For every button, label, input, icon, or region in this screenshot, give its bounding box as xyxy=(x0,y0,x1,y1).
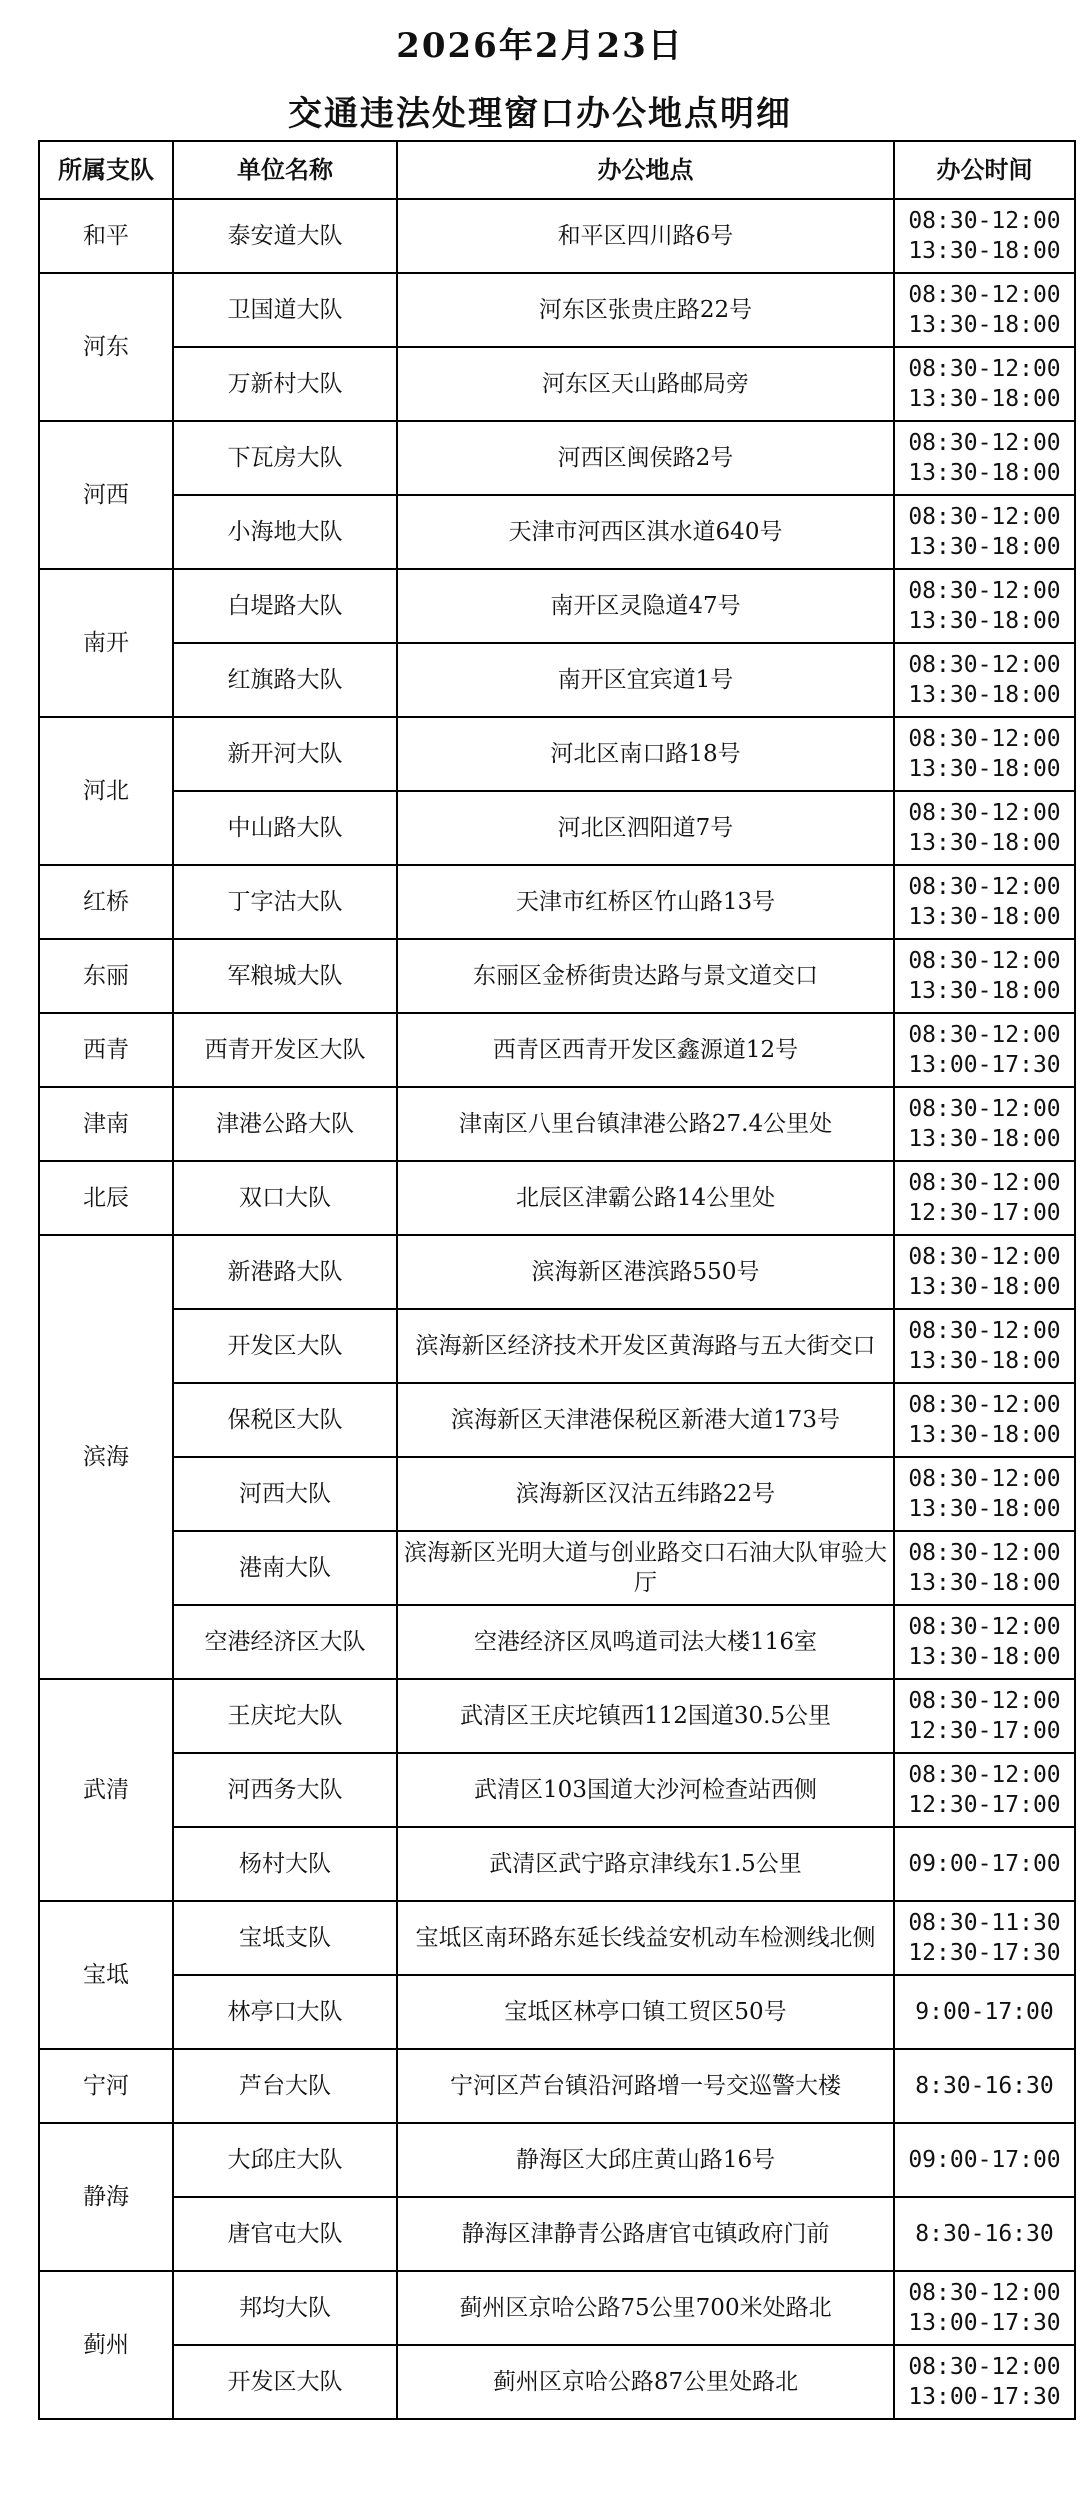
hours-line: 08:30-12:00 xyxy=(908,1466,1061,1492)
table-row xyxy=(39,1531,1075,1605)
table-row xyxy=(39,2345,1075,2419)
office-hours-cell xyxy=(894,643,1075,717)
hours-line: 08:30-12:00 xyxy=(908,430,1061,456)
table-row xyxy=(39,1383,1075,1457)
unit-name-cell: 白堤路大队 xyxy=(173,569,397,643)
unit-name-cell: 空港经济区大队 xyxy=(173,1605,397,1679)
detachment-cell: 东丽 xyxy=(39,939,173,1013)
unit-name-cell: 杨村大队 xyxy=(173,1827,397,1901)
unit-name-cell: 卫国道大队 xyxy=(173,273,397,347)
office-hours-cell xyxy=(894,1087,1075,1161)
unit-name-cell: 开发区大队 xyxy=(173,2345,397,2419)
unit-name-cell: 西青开发区大队 xyxy=(173,1013,397,1087)
hours-line: 12:30-17:00 xyxy=(908,1200,1061,1226)
office-hours-cell xyxy=(894,1235,1075,1309)
hours-line: 08:30-12:00 xyxy=(908,1022,1061,1048)
detachment-cell: 北辰 xyxy=(39,1161,173,1235)
hours-line: 13:30-18:00 xyxy=(908,830,1061,856)
table-row xyxy=(39,2049,1075,2123)
hours-line: 13:00-17:30 xyxy=(908,2310,1061,2336)
detachment-cell: 滨海 xyxy=(39,1235,173,1679)
header-unit-name: 单位名称 xyxy=(173,141,397,199)
hours-line: 08:30-12:00 xyxy=(908,1244,1061,1270)
office-hours-cell xyxy=(894,2123,1075,2197)
hours-line: 08:30-12:00 xyxy=(908,1540,1061,1566)
hours-line: 12:30-17:00 xyxy=(908,1718,1061,1744)
hours-line: 13:30-18:00 xyxy=(908,386,1061,412)
hours-line: 08:30-12:00 xyxy=(908,356,1061,382)
detachment-cell: 西青 xyxy=(39,1013,173,1087)
table-row xyxy=(39,717,1075,791)
office-hours-cell xyxy=(894,1457,1075,1531)
unit-name-cell: 芦台大队 xyxy=(173,2049,397,2123)
document-date: 2026年2月23日 xyxy=(396,26,684,66)
table-row xyxy=(39,421,1075,495)
office-hours-cell xyxy=(894,1161,1075,1235)
address-cell: 宝坻区林亭口镇工贸区50号 xyxy=(397,1975,894,2049)
table-row xyxy=(39,1901,1075,1975)
office-hours-cell xyxy=(894,939,1075,1013)
address-cell: 静海区津静青公路唐官屯镇政府门前 xyxy=(397,2197,894,2271)
office-hours-cell xyxy=(894,791,1075,865)
table-row xyxy=(39,1679,1075,1753)
header-address: 办公地点 xyxy=(397,141,894,199)
unit-name-cell: 王庆坨大队 xyxy=(173,1679,397,1753)
hours-line: 09:00-17:00 xyxy=(908,1851,1061,1877)
hours-line: 13:30-18:00 xyxy=(908,1644,1061,1670)
office-hours-cell xyxy=(894,2271,1075,2345)
hours-line: 13:30-18:00 xyxy=(908,1422,1061,1448)
hours-line: 08:30-12:00 xyxy=(908,1318,1061,1344)
hours-line: 13:30-18:00 xyxy=(908,1496,1061,1522)
hours-line: 08:30-12:00 xyxy=(908,578,1061,604)
address-cell: 滨海新区经济技术开发区黄海路与五大街交口 xyxy=(397,1309,894,1383)
office-hours-cell xyxy=(894,1901,1075,1975)
unit-name-cell: 邦均大队 xyxy=(173,2271,397,2345)
table-row xyxy=(39,791,1075,865)
address-cell: 宝坻区南环路东延长线益安机动车检测线北侧 xyxy=(397,1901,894,1975)
hours-line: 13:30-18:00 xyxy=(908,608,1061,634)
table-row xyxy=(39,1013,1075,1087)
address-cell: 西青区西青开发区鑫源道12号 xyxy=(397,1013,894,1087)
office-hours-cell xyxy=(894,421,1075,495)
unit-name-cell: 小海地大队 xyxy=(173,495,397,569)
hours-line: 08:30-12:00 xyxy=(908,874,1061,900)
table-body xyxy=(39,199,1075,2419)
unit-name-cell: 双口大队 xyxy=(173,1161,397,1235)
address-cell: 蓟州区京哈公路75公里700米处路北 xyxy=(397,2271,894,2345)
hours-line: 13:30-18:00 xyxy=(908,682,1061,708)
detachment-cell: 宝坻 xyxy=(39,1901,173,2049)
unit-name-cell: 宝坻支队 xyxy=(173,1901,397,1975)
detachment-cell: 红桥 xyxy=(39,865,173,939)
table-row xyxy=(39,1457,1075,1531)
table-row xyxy=(39,347,1075,421)
hours-line: 13:30-18:00 xyxy=(908,238,1061,264)
hours-line: 13:30-18:00 xyxy=(908,904,1061,930)
hours-line: 12:30-17:30 xyxy=(908,1940,1061,1966)
hours-line: 13:30-18:00 xyxy=(908,756,1061,782)
unit-name-cell: 林亭口大队 xyxy=(173,1975,397,2049)
table-row xyxy=(39,273,1075,347)
unit-name-cell: 津港公路大队 xyxy=(173,1087,397,1161)
detachment-cell: 宁河 xyxy=(39,2049,173,2123)
address-cell: 南开区灵隐道47号 xyxy=(397,569,894,643)
address-cell: 空港经济区凤鸣道司法大楼116室 xyxy=(397,1605,894,1679)
hours-line: 08:30-12:00 xyxy=(908,1614,1061,1640)
detachment-cell: 河北 xyxy=(39,717,173,865)
hours-line: 13:30-18:00 xyxy=(908,534,1061,560)
office-hours-cell xyxy=(894,1383,1075,1457)
unit-name-cell: 河西大队 xyxy=(173,1457,397,1531)
address-cell: 河东区天山路邮局旁 xyxy=(397,347,894,421)
hours-line: 08:30-11:30 xyxy=(908,1910,1061,1936)
office-hours-cell xyxy=(894,2197,1075,2271)
address-cell: 滨海新区天津港保税区新港大道173号 xyxy=(397,1383,894,1457)
table-row xyxy=(39,1087,1075,1161)
detachment-cell: 河东 xyxy=(39,273,173,421)
address-cell: 滨海新区港滨路550号 xyxy=(397,1235,894,1309)
table-row xyxy=(39,1605,1075,1679)
hours-line: 08:30-12:00 xyxy=(908,282,1061,308)
table-row xyxy=(39,1827,1075,1901)
hours-line: 08:30-12:00 xyxy=(908,652,1061,678)
table-header-row xyxy=(39,141,1075,199)
address-cell: 南开区宜宾道1号 xyxy=(397,643,894,717)
unit-name-cell: 军粮城大队 xyxy=(173,939,397,1013)
hours-line: 12:30-17:00 xyxy=(908,1792,1061,1818)
hours-line: 08:30-12:00 xyxy=(908,208,1061,234)
detachment-cell: 河西 xyxy=(39,421,173,569)
hours-line: 08:30-12:00 xyxy=(908,948,1061,974)
unit-name-cell: 中山路大队 xyxy=(173,791,397,865)
address-cell: 东丽区金桥街贵达路与景文道交口 xyxy=(397,939,894,1013)
hours-line: 13:30-18:00 xyxy=(908,1570,1061,1596)
office-hours-cell xyxy=(894,347,1075,421)
address-cell: 河西区闽侯路2号 xyxy=(397,421,894,495)
hours-line: 13:30-18:00 xyxy=(908,978,1061,1004)
office-hours-cell xyxy=(894,2345,1075,2419)
unit-name-cell: 红旗路大队 xyxy=(173,643,397,717)
address-cell: 河北区泗阳道7号 xyxy=(397,791,894,865)
address-cell: 津南区八里台镇津港公路27.4公里处 xyxy=(397,1087,894,1161)
hours-line: 13:30-18:00 xyxy=(908,312,1061,338)
office-table xyxy=(38,140,1076,2420)
unit-name-cell: 保税区大队 xyxy=(173,1383,397,1457)
address-cell: 河北区南口路18号 xyxy=(397,717,894,791)
office-hours-cell xyxy=(894,1531,1075,1605)
hours-line: 08:30-12:00 xyxy=(908,1688,1061,1714)
unit-name-cell: 新港路大队 xyxy=(173,1235,397,1309)
office-hours-cell xyxy=(894,717,1075,791)
office-hours-cell xyxy=(894,273,1075,347)
address-cell: 和平区四川路6号 xyxy=(397,199,894,273)
office-hours-cell xyxy=(894,1975,1075,2049)
unit-name-cell: 开发区大队 xyxy=(173,1309,397,1383)
address-cell: 武清区武宁路京津线东1.5公里 xyxy=(397,1827,894,1901)
address-cell: 天津市河西区淇水道640号 xyxy=(397,495,894,569)
hours-line: 08:30-12:00 xyxy=(908,1170,1061,1196)
office-hours-cell xyxy=(894,1013,1075,1087)
table-row xyxy=(39,1309,1075,1383)
hours-line: 08:30-12:00 xyxy=(908,1392,1061,1418)
hours-line: 08:30-12:00 xyxy=(908,2280,1061,2306)
detachment-cell: 武清 xyxy=(39,1679,173,1901)
hours-line: 8:30-16:30 xyxy=(915,2221,1054,2247)
unit-name-cell: 下瓦房大队 xyxy=(173,421,397,495)
hours-line: 8:30-16:30 xyxy=(915,2073,1054,2099)
hours-line: 08:30-12:00 xyxy=(908,726,1061,752)
detachment-cell: 津南 xyxy=(39,1087,173,1161)
address-cell: 武清区王庆坨镇西112国道30.5公里 xyxy=(397,1679,894,1753)
office-hours-cell xyxy=(894,1753,1075,1827)
unit-name-cell: 泰安道大队 xyxy=(173,199,397,273)
office-hours-cell xyxy=(894,495,1075,569)
unit-name-cell: 唐官屯大队 xyxy=(173,2197,397,2271)
hours-line: 13:30-18:00 xyxy=(908,1126,1061,1152)
table-row xyxy=(39,2271,1075,2345)
table-row xyxy=(39,1975,1075,2049)
document-title: 交通违法处理窗口办公地点明细 xyxy=(288,94,792,134)
hours-line: 13:30-18:00 xyxy=(908,1348,1061,1374)
address-cell: 静海区大邱庄黄山路16号 xyxy=(397,2123,894,2197)
table-row xyxy=(39,1235,1075,1309)
address-cell: 滨海新区汉沽五纬路22号 xyxy=(397,1457,894,1531)
hours-line: 08:30-12:00 xyxy=(908,800,1061,826)
table-row xyxy=(39,865,1075,939)
table-row xyxy=(39,199,1075,273)
office-hours-cell xyxy=(894,569,1075,643)
hours-line: 08:30-12:00 xyxy=(908,2354,1061,2380)
table-row xyxy=(39,1753,1075,1827)
table-row xyxy=(39,1161,1075,1235)
hours-line: 08:30-12:00 xyxy=(908,1096,1061,1122)
address-cell: 滨海新区光明大道与创业路交口石油大队审验大厅 xyxy=(397,1531,894,1605)
table-row xyxy=(39,939,1075,1013)
detachment-cell: 南开 xyxy=(39,569,173,717)
office-hours-cell xyxy=(894,1679,1075,1753)
table-row xyxy=(39,495,1075,569)
hours-line: 13:30-18:00 xyxy=(908,460,1061,486)
unit-name-cell: 丁字沽大队 xyxy=(173,865,397,939)
address-cell: 蓟州区京哈公路87公里处路北 xyxy=(397,2345,894,2419)
detachment-cell: 和平 xyxy=(39,199,173,273)
table-row xyxy=(39,2123,1075,2197)
table-row xyxy=(39,2197,1075,2271)
unit-name-cell: 万新村大队 xyxy=(173,347,397,421)
office-hours-cell xyxy=(894,1827,1075,1901)
hours-line: 08:30-12:00 xyxy=(908,1762,1061,1788)
hours-line: 13:30-18:00 xyxy=(908,1274,1061,1300)
address-cell: 河东区张贵庄路22号 xyxy=(397,273,894,347)
header-office-hours: 办公时间 xyxy=(894,141,1075,199)
unit-name-cell: 大邱庄大队 xyxy=(173,2123,397,2197)
detachment-cell: 蓟州 xyxy=(39,2271,173,2419)
office-hours-cell xyxy=(894,1309,1075,1383)
table-row xyxy=(39,643,1075,717)
address-cell: 宁河区芦台镇沿河路增一号交巡警大楼 xyxy=(397,2049,894,2123)
address-cell: 武清区103国道大沙河检查站西侧 xyxy=(397,1753,894,1827)
office-hours-cell xyxy=(894,1605,1075,1679)
detachment-cell: 静海 xyxy=(39,2123,173,2271)
table-row xyxy=(39,569,1075,643)
hours-line: 08:30-12:00 xyxy=(908,504,1061,530)
hours-line: 9:00-17:00 xyxy=(915,1999,1054,2025)
header-detachment: 所属支队 xyxy=(39,141,173,199)
hours-line: 13:00-17:30 xyxy=(908,1052,1061,1078)
unit-name-cell: 新开河大队 xyxy=(173,717,397,791)
unit-name-cell: 河西务大队 xyxy=(173,1753,397,1827)
office-hours-cell xyxy=(894,865,1075,939)
office-hours-cell xyxy=(894,199,1075,273)
address-cell: 天津市红桥区竹山路13号 xyxy=(397,865,894,939)
office-hours-cell xyxy=(894,2049,1075,2123)
hours-line: 09:00-17:00 xyxy=(908,2147,1061,2173)
address-cell: 北辰区津霸公路14公里处 xyxy=(397,1161,894,1235)
unit-name-cell: 港南大队 xyxy=(173,1531,397,1605)
hours-line: 13:00-17:30 xyxy=(908,2384,1061,2410)
